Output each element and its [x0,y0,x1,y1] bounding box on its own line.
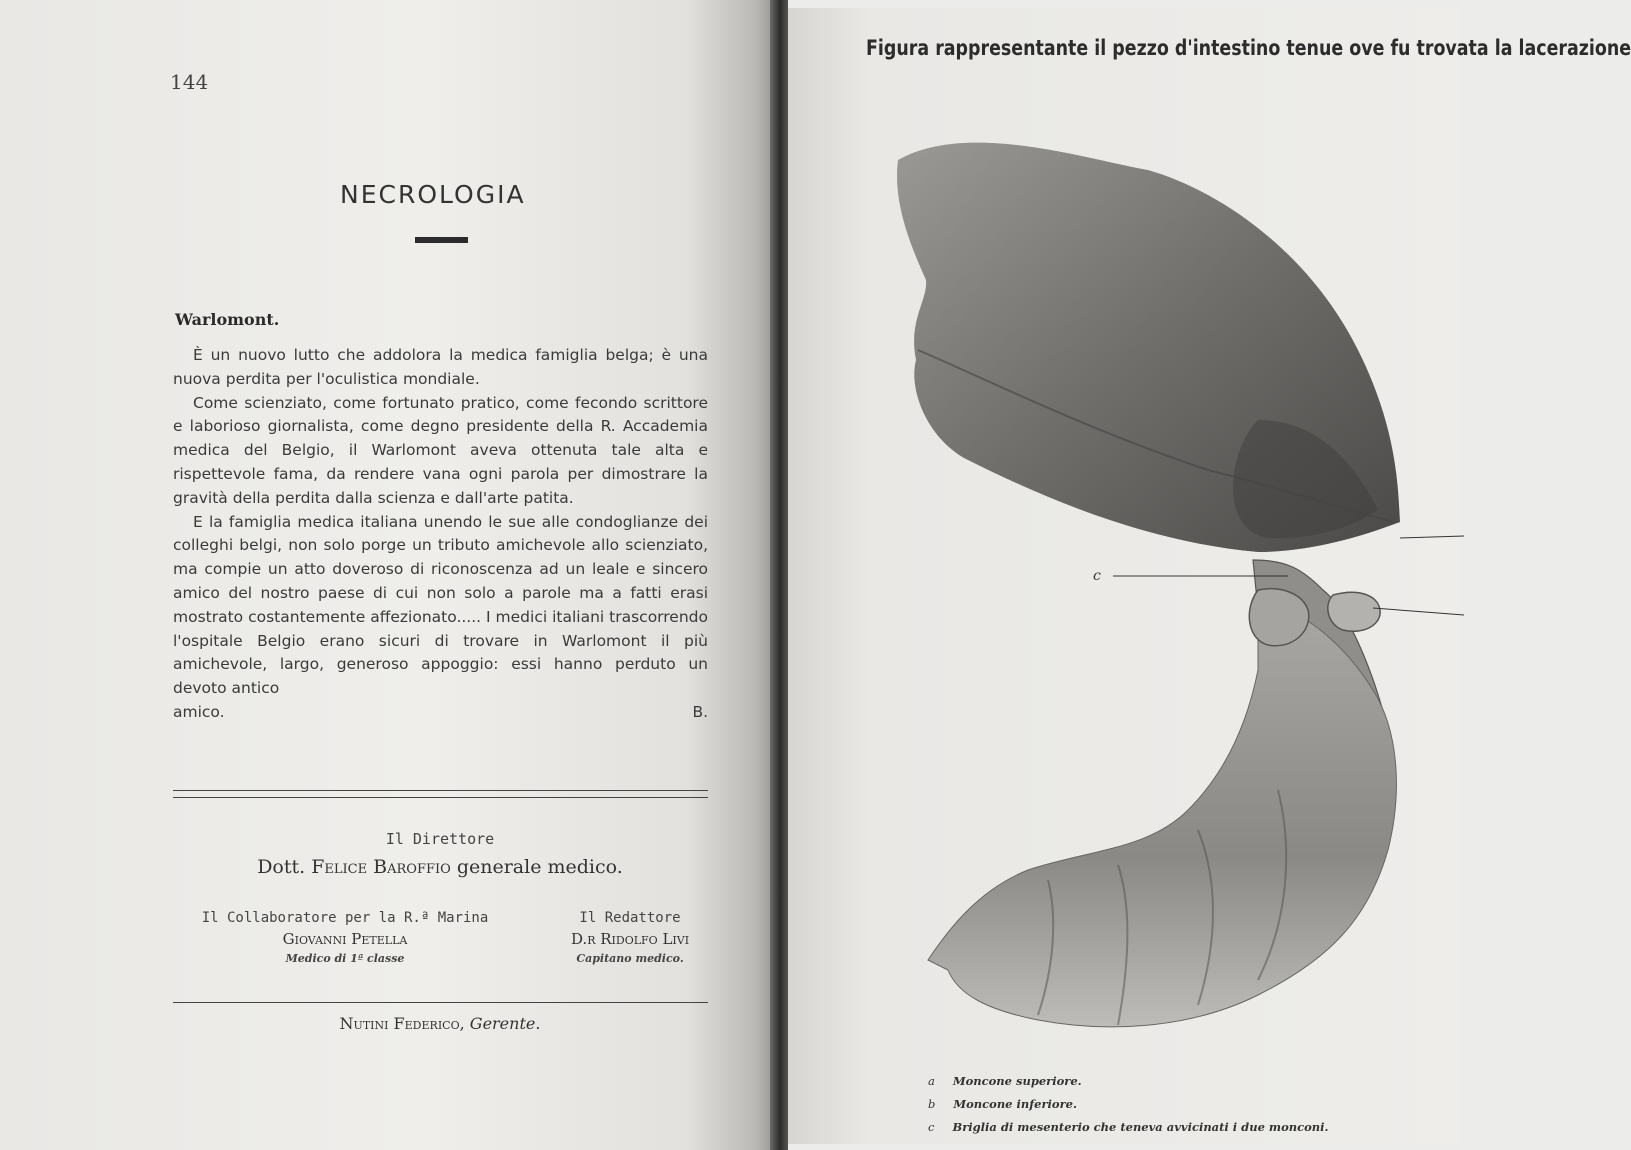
caption-letter: c [928,1120,935,1134]
direttore-name [0,856,880,878]
caption-b [928,1097,1077,1111]
direttore-person: Felice Baroffio [311,856,451,878]
lower-loop [928,600,1396,1027]
collaboratore-label: Il Collaboratore per la R.ª Marina [201,910,489,926]
caption-letter: b [928,1097,936,1111]
caption-text: Moncone superiore. [952,1074,1082,1088]
paragraph: È un nuovo lutto che addolora la medica famiglia belga; è una nuova perdita per l'oculistica mondiale. [173,346,708,388]
intestine-illustration [788,90,1464,1050]
paragraph: E la famiglia medica italiana unendo le sue alle condoglianze dei colleghi belgi, non solo porge un tributo amichevole allo scienziato, ma compie un atto doveroso di riconoscenza ad un leale e sincero amico del nostro paese di cui non solo a parole ma a fatti erasi mostrato costantemente affezionato..... I medici italiani trascorrendo l'ospitale Belgio erano sicuri di trovare in Warlomont il più amichevole, largo, generoso appoggio: essi hanno perduto un devoto antico [173,512,708,698]
collaboratore-rank: Medico di 1ª classe [285,952,405,965]
paragraph: Come scienziato, come fortunato pratico, come fecondo scrittore e laborioso giornalista, come degno presidente della R. Accademia medica del Belgio, il Warlomont aveva ottenuta tale alta e rispettevole fama, da rendere vana ogni parola per dimostrare la gravità della perdita dalla scienza e dall'arte patita. [173,393,708,507]
gerente-line [0,1014,880,1033]
article-heading: Warlomont. [175,310,280,329]
label-c: c [1093,568,1101,584]
caption-c [928,1120,1329,1134]
redattore-rank: Capitano medico. [576,952,684,965]
last-word: amico. [173,702,225,721]
collaboratore-block [170,910,520,965]
redattore-label: Il Redattore [579,910,681,926]
direttore-prefix: Dott. [257,856,306,878]
lower-stump [1249,589,1308,646]
collaboratore-name: Giovanni Petella [282,930,408,948]
single-rule [173,1002,708,1003]
caption-text: Briglia di mesenterio che teneva avvicinati i due monconi. [952,1120,1329,1134]
direttore-title: generale medico. [456,856,623,878]
section-title: NECROLOGIA [340,180,526,209]
right-stump-b [1328,592,1380,631]
double-rule [173,790,708,798]
leader-line-b [1373,608,1464,615]
leader-line-a [1400,536,1464,538]
caption-text: Moncone inferiore. [953,1097,1077,1111]
caption-letter: a [928,1074,935,1088]
gerente-name: Nutini Federico, [339,1014,465,1033]
page-number: 144 [170,70,209,94]
gerente-role: Gerente. [469,1014,541,1033]
figure-title: Figura rappresentante il pezzo d'intestino tenue ove fu trovata la lacerazione [866,36,1631,60]
signoff-line [173,701,708,725]
redattore-name: D.r Ridolfo Livi [570,930,690,948]
direttore-label: Il Direttore [385,830,495,848]
title-underline [415,237,468,243]
redattore-block [545,910,715,965]
book-gutter [770,0,788,1150]
article-body [173,344,708,725]
author-signature: B. [692,702,708,721]
caption-a [928,1074,1082,1088]
